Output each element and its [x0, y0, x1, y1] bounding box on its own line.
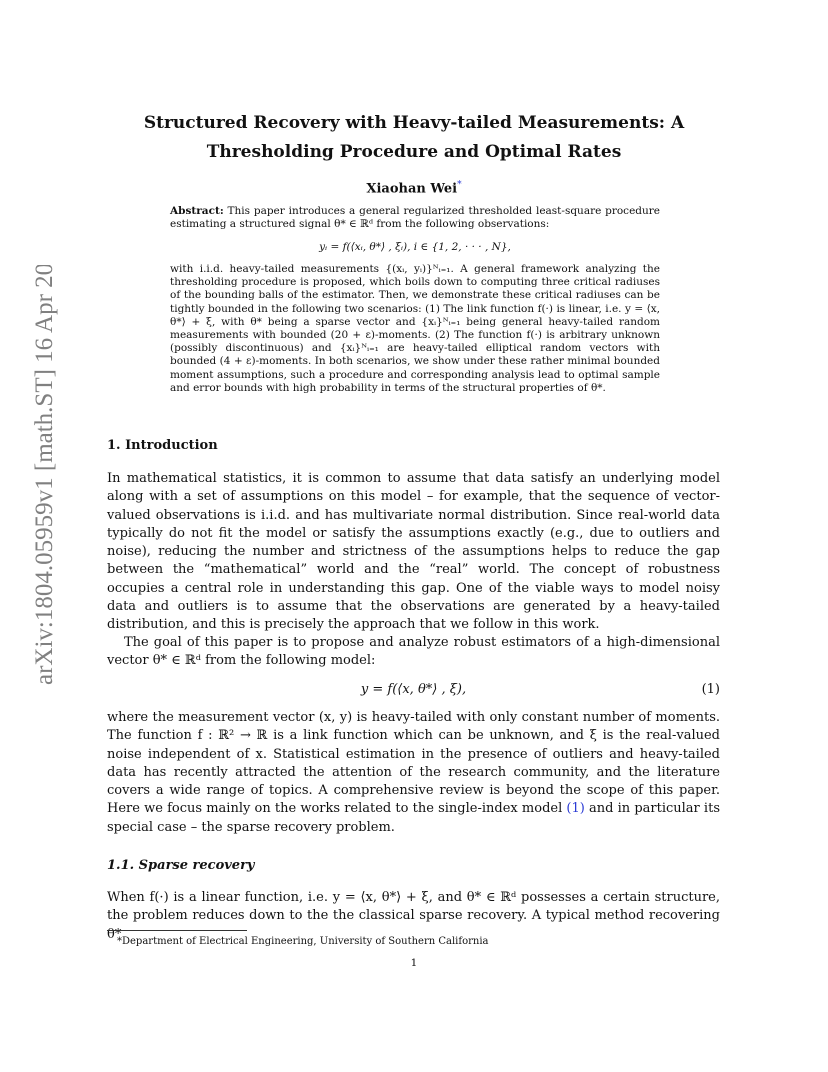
intro-paragraph-3 — [107, 709, 720, 837]
intro-paragraph-1 — [107, 470, 720, 635]
subsection-heading-sparse-recovery: 1.1. Sparse recovery — [107, 858, 255, 873]
paper-title-line-2: Thresholding Procedure and Optimal Rates — [206, 142, 622, 162]
page-number: 1 — [410, 957, 418, 969]
intro-paragraph-2 — [107, 634, 720, 671]
author-footnote-mark[interactable]: * — [457, 180, 462, 190]
author-name: Xiaohan Wei — [366, 181, 458, 197]
paper-title-line-1: Structured Recovery with Heavy-tailed Measurements: A — [143, 113, 685, 133]
equation-1-number: (1) — [701, 682, 720, 697]
sparse-recovery-paragraph-text: When f(·) is a linear function, i.e. y = ⟨x, θ*⟩ + ξ, and θ* ∈ ℝᵈ possesses a certain structure, the problem reduces down to the the classical sparse recovery. A typical method recovering θ* — [107, 890, 720, 942]
arxiv-stamp — [22, 265, 62, 685]
author — [100, 180, 728, 196]
abstract-label: Abstract: — [170, 205, 224, 217]
equation-reference-link[interactable]: (1) — [566, 801, 585, 817]
intro-paragraph-3-text-a: where the measurement vector (x, y) is heavy-tailed with only constant number of moments. The function f : ℝ² → ℝ is a link function which can be unknown, and ξ is the real-valued noise independent of x. Statistical estimation in the presence of outliers and heavy-tailed data has recently attracted the attention of the research community, and the literature covers a wide range of topics. A comprehensive review is beyond the scope of this paper. Here we focus mainly on the works related to the single-index model — [107, 710, 720, 817]
equation-1-body: y = f(⟨x, θ*⟩ , ξ), — [360, 682, 467, 697]
footnote-affiliation: *Department of Electrical Engineering, University of Southern California — [117, 936, 489, 947]
abstract-intro-text: This paper introduces a general regularized thresholded least-square procedure estimating a structured signal θ* ∈ ℝᵈ from the following observations: — [170, 205, 660, 231]
abstract-intro — [170, 205, 660, 231]
intro-paragraph-3-text-b: and in particular its special case – the sparse recovery problem. — [107, 801, 720, 835]
intro-paragraph-2-text: The goal of this paper is to propose and analyze robust estimators of a high-dimensional vector θ* ∈ ℝᵈ from the following model: — [107, 635, 720, 669]
intro-paragraph-1-text: In mathematical statistics, it is common to assume that data satisfy an underlying model along with a set of assumptions on this model – for example, that the sequence of vector-valued observations is i.i.d. and has multivariate normal distribution. Since real-world data typically do not fit the model or satisfy the assumptions exactly (e.g., due to outliers and noise), reducing the number and strictness of the assumptions helps to reduce the gap between the “mathematical” world and the “real” world. The concept of robustness occupies a central role in understanding this gap. One of the viable ways to model noisy data and outliers is to assume that the observations are generated by a heavy-tailed distribution, and this is precisely the approach that we follow in this work. — [107, 471, 720, 633]
section-heading-introduction: 1. Introduction — [107, 438, 218, 453]
footnote-rule — [107, 930, 247, 931]
abstract-body: with i.i.d. heavy-tailed measurements {(xᵢ, yᵢ)}ᴺᵢ₌₁. A general framework analyzing the thresholding procedure is proposed, which boils down to computing three critical radiuses of the bounding balls of the estimator. Then, we demonstrate these critical radiuses can be tightly bounded in the following two scenarios: (1) The link function f(·) is linear, i.e. y = ⟨x, θ*⟩ + ξ, with θ* being a sparse vector and {xᵢ}ᴺᵢ₌₁ being general heavy-tailed random measurements with bounded (20 + ε)-moments. (2) The function f(·) is arbitrary unknown (possibly discontinuous) and {xᵢ}ᴺᵢ₌₁ are heavy-tailed elliptical random vectors with bounded (4 + ε)-moments. In both scenarios, we show under these rather minimal bounded moment assumptions, such a procedure and corresponding analysis lead to optimal sample and error bounds with high probability in terms of the structural properties of θ*. — [170, 263, 660, 394]
arxiv-stamp-text: arXiv:1804.05959v1 [math.ST] 16 Apr 2018 — [31, 265, 58, 685]
equation-1 — [107, 682, 720, 700]
abstract-equation: yᵢ = f(⟨xᵢ, θ*⟩ , ξᵢ), i ∈ {1, 2, · · · , N}, — [319, 241, 511, 253]
